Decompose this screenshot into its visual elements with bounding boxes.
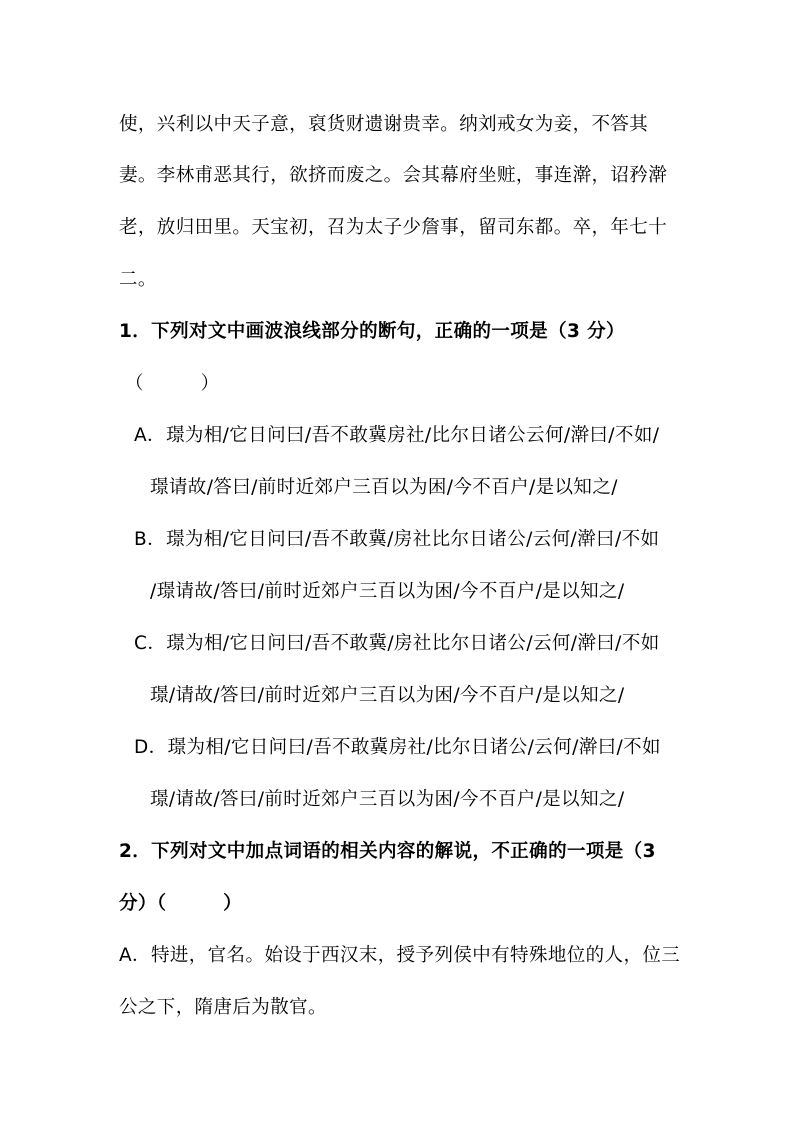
passage-line-1: 使，兴利以中天子意，裒货财遗谢贵幸。纳刘戒女为妾，不答其	[119, 114, 649, 135]
question-1-option-b-line-1: B．璟为相/它日问曰/吾不敢冀/房社比尔日诸公/云何/澣曰/不如	[134, 529, 660, 550]
question-1-option-a-line-2: 璟请故/答曰/前时近郊户三百以为困/今不百户/是以知之/	[150, 477, 618, 498]
question-2-option-a-line-1: A．特进，官名。始设于西汉末，授予列侯中有特殊地位的人，位三	[119, 945, 681, 966]
question-1-option-a-line-1: A．璟为相/它日问曰/吾不敢冀房社/比尔日诸公云何/澣曰/不如/	[134, 425, 660, 446]
question-2-stem-line-2: 分）（ ）	[119, 893, 243, 914]
question-2-option-a-line-2: 公之下，隋唐后为散官。	[119, 997, 327, 1018]
passage-line-4: 二。	[119, 269, 157, 290]
question-1-option-c-line-2: 璟/请故/答曰/前时近郊户三百以为困/今不百户/是以知之/	[150, 685, 625, 706]
passage-line-2: 妻。李林甫恶其行，欲挤而废之。会其幕府坐赃，事连澣，诏矜澣	[119, 165, 668, 186]
question-1-blank: （ ）	[125, 373, 220, 394]
question-1-option-d-line-1: D．璟为相/它日问曰/吾不敢冀房社/比尔日诸公/云何/澣曰/不如	[134, 737, 661, 758]
question-1-option-b-line-2: /璟请故/答曰/前时近郊户三百以为困/今不百户/是以知之/	[150, 581, 625, 602]
question-1-stem: 1．下列对文中画波浪线部分的断句，正确的一项是（3 分）	[119, 321, 625, 342]
passage-line-3: 老，放归田里。天宝初，召为太子少詹事，留司东都。卒，年七十	[119, 217, 668, 238]
question-1-option-d-line-2: 璟/请故/答曰/前时近郊户三百以为困/今不百户/是以知之/	[150, 789, 625, 810]
question-1-option-c-line-1: C．璟为相/它日问曰/吾不敢冀/房社比尔日诸公/云何/澣曰/不如	[134, 633, 660, 654]
question-2-stem-line-1: 2．下列对文中加点词语的相关内容的解说，不正确的一项是（3	[119, 841, 656, 862]
